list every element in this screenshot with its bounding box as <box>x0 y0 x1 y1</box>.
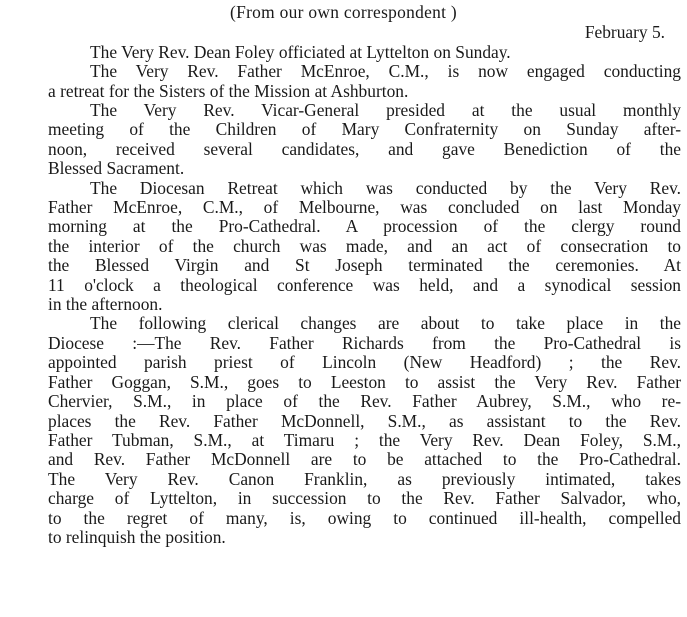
text-line: The Diocesan Retreat which was conducted by the Very Rev. <box>90 178 681 198</box>
text-line: meeting of the Children of Mary Confraternity on Sunday after- <box>48 120 681 140</box>
correspondent-byline: (From our own correspondent ) <box>230 2 457 22</box>
paragraph-retreat-ashburton <box>6 62 681 101</box>
text-line: The Very Rev. Father McEnroe, C.M., is now engaged conducting <box>90 62 681 82</box>
text-line: Father Goggan, S.M., goes to Leeston to assist the Very Rev. Father <box>48 372 681 392</box>
text-line: in the afternoon. <box>48 295 163 315</box>
text-line: Diocese :—The Rev. Father Richards from the Pro-Cathedral is <box>48 333 681 353</box>
text-line: the Blessed Virgin and St Joseph terminated the ceremonies. At <box>48 256 681 276</box>
text-line: Blessed Sacrament. <box>48 159 185 179</box>
text-line: morning at the Pro-Cathedral. A procession of the clergy round <box>48 217 681 237</box>
text-line: The Very Rev. Canon Franklin, as previously intimated, takes <box>48 469 681 489</box>
text-line: places the Rev. Father McDonnell, S.M., as assistant to the Rev. <box>48 411 681 431</box>
text-line: The Very Rev. Dean Foley officiated at Lyttelton on Sunday. <box>90 42 511 62</box>
text-line: Father McEnroe, C.M., of Melbourne, was concluded on last Monday <box>48 198 681 218</box>
text-line: noon, received several candidates, and gave Benediction of the <box>48 139 681 159</box>
text-line: charge of Lyttelton, in succession to the Rev. Father Salvador, who, <box>48 489 681 509</box>
text-line: Father Tubman, S.M., at Timaru ; the Very Rev. Dean Foley, S.M., <box>48 430 681 450</box>
text-line: Chervier, S.M., in place of the Rev. Father Aubrey, S.M., who re- <box>48 392 681 412</box>
text-line: and Rev. Father McDonnell are to be attached to the Pro-Cathedral. <box>48 450 681 470</box>
text-line: a retreat for the Sisters of the Mission at Ashburton. <box>48 81 409 101</box>
text-line: 11 o'clock a theological conference was held, and a synodical session <box>48 275 681 295</box>
paragraph-dean-foley <box>6 43 681 62</box>
newspaper-clipping <box>0 3 687 617</box>
text-line: to relinquish the position. <box>48 527 226 547</box>
text-line: The following clerical changes are about to take place in the <box>90 314 681 334</box>
paragraph-diocesan-retreat <box>6 179 681 315</box>
text-line: The Very Rev. Vicar-General presided at the usual monthly <box>90 101 681 120</box>
text-line: to the regret of many, is, owing to continued ill-health, compelled <box>48 508 681 528</box>
paragraph-children-of-mary <box>6 101 681 179</box>
text-line: the interior of the church was made, and an act of consecration to <box>48 236 681 256</box>
article-date: February 5. <box>584 22 665 43</box>
paragraph-clerical-changes <box>6 314 681 547</box>
text-line: appointed parish priest of Lincoln (New Headford) ; the Rev. <box>48 353 681 373</box>
